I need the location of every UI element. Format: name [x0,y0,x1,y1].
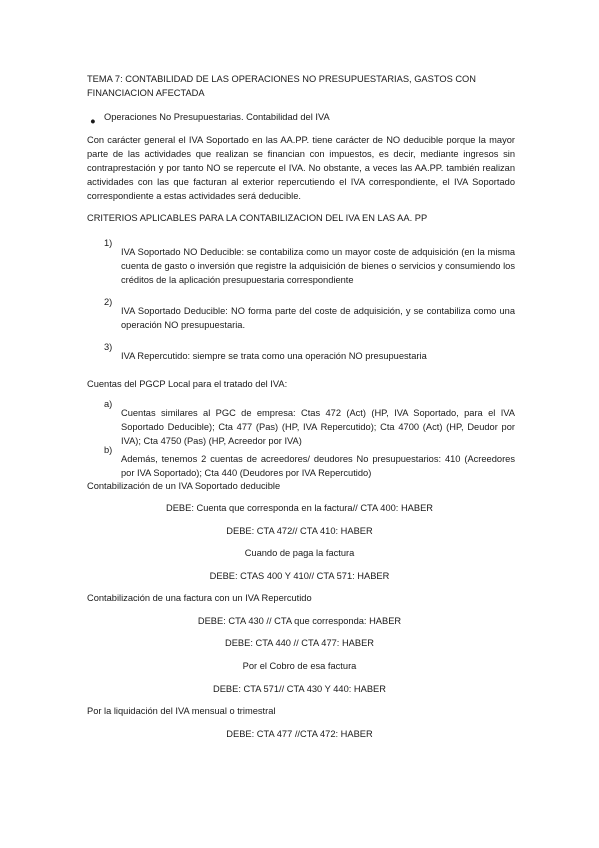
bullet-dot: ● [90,116,96,126]
criterio-number: 2) [104,297,113,307]
criterio-number: 1) [104,238,113,248]
asiento-line: DEBE: CTA 440 // CTA 477: HABER [225,638,374,648]
intro-paragraph: Con carácter general el IVA Soportado en las AA.PP. tiene carácter de NO deducible porque la mayor parte de las actividades que realizan se financian con impuestos, es decir, mediante ingresos sin contraprestación y por tanto NO se repercute el IVA. No obstante, a veces las AA.PP. también realizan actividades con las que facturan al exterior repercutiendo el IVA correspondiente, el IVA Soportado correspondiente a estas actividades será deducible. [87,135,515,201]
liquidacion-heading: Por la liquidación del IVA mensual o trimestral [87,706,276,716]
asiento-line: DEBE: CTA 571// CTA 430 Y 440: HABER [213,684,386,694]
asiento-caption: Cuando de paga la factura [244,548,355,558]
criterio-text: IVA Soportado Deducible: NO forma parte del coste de adquisición, y se contabiliza como una operación NO presupuestaria. [121,306,515,331]
cuenta-text: Cuentas similares al PGC de empresa: Ctas 472 (Act) (HP, IVA Soportado, para el IVA Soportado Deducible); Cta 477 (Pas) (HP, IVA Repercutido); Cta 4700 (Act) (HP, Deudor por IVA); Cta 4750 (Pas) (HP, Acreedor por IVA) [121,408,515,447]
cuenta-letter: b) [104,445,113,455]
cuenta-text: Además, tenemos 2 cuentas de acreedores/ deudores No presupuestarios: 410 (Acreedores por IVA Soportado); Cta 440 (Deudores por IVA Repercutido) [121,454,515,479]
soportado-heading: Contabilización de un IVA Soportado deducible [87,481,281,491]
asiento-line: DEBE: CTA 472// CTA 410: HABER [226,526,373,536]
asiento-line: DEBE: CTA 430 // CTA que corresponda: HABER [197,616,402,626]
criterio-text: IVA Repercutido: siempre se trata como una operación NO presupuestaria [121,351,427,362]
criterio-number: 3) [104,342,113,352]
bullet-text: Operaciones No Presupuestarias. Contabilidad del IVA [104,112,330,122]
criterio-text: IVA Soportado NO Deducible: se contabiliza como un mayor coste de adquisición (en la misma cuenta de gasto o inversión que registre la adquisición de bienes o servicios y consumiendo los créditos de la aplicación presupuestaria correspondiente [121,247,515,286]
asiento-line: DEBE: CTA 477 //CTA 472: HABER [226,729,373,739]
criterios-heading: CRITERIOS APLICABLES PARA LA CONTABILIZACION DEL IVA EN LAS AA. PP [87,213,428,223]
asiento-line: DEBE: CTAS 400 Y 410// CTA 571: HABER [209,571,390,581]
repercutido-heading: Contabilización de una factura con un IVA Repercutido [87,593,312,603]
asiento-line: DEBE: Cuenta que corresponda en la factura// CTA 400: HABER [166,503,433,513]
asiento-caption: Por el Cobro de esa factura [242,661,357,671]
document-title: TEMA 7: CONTABILIDAD DE LAS OPERACIONES NO PRESUPUESTARIAS, GASTOS CON FINANCIACION AFECTADA [87,74,477,98]
cuenta-letter: a) [104,399,113,409]
cuentas-heading: Cuentas del PGCP Local para el tratado del IVA: [87,379,288,389]
